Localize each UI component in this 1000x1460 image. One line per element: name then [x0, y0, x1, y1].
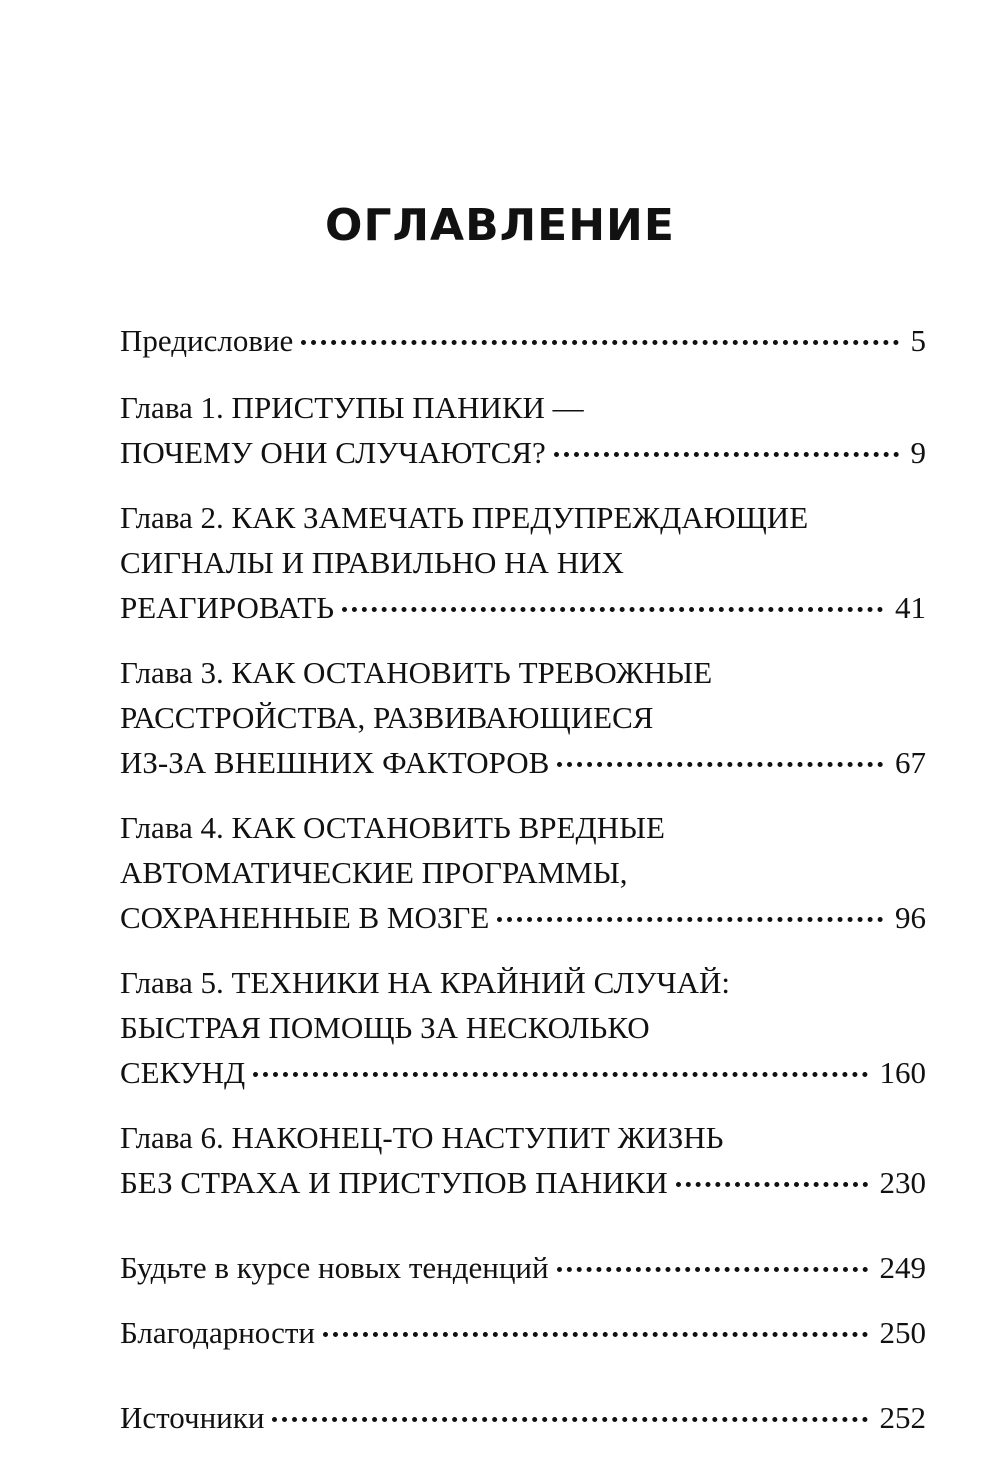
toc-page-number: 9: [910, 435, 926, 470]
toc-page-number: 67: [895, 745, 926, 780]
toc-entry-line: Предисловие: [120, 323, 294, 358]
toc-entry[interactable]: [120, 385, 926, 475]
dot-leader: [676, 1182, 868, 1187]
toc-entry-line: Благодарности: [120, 1315, 315, 1350]
toc-entry-line: Глава 1. ПРИСТУПЫ ПАНИКИ —: [120, 390, 584, 425]
toc-entry[interactable]: [120, 1395, 926, 1440]
toc-page-number: 252: [879, 1400, 926, 1435]
dot-leader: [323, 1332, 868, 1337]
toc-page-number: 160: [879, 1055, 926, 1090]
toc-entry-line: Глава 6. НАКОНЕЦ-ТО НАСТУПИТ ЖИЗНЬ: [120, 1120, 724, 1155]
toc-entry-last-line: [120, 1395, 926, 1440]
toc-entry-line: АВТОМАТИЧЕСКИЕ ПРОГРАММЫ,: [120, 855, 628, 890]
toc-entry[interactable]: [120, 960, 926, 1095]
toc-entry-line: Глава 4. КАК ОСТАНОВИТЬ ВРЕДНЫЕ: [120, 810, 665, 845]
toc-entry-last-line: [120, 1160, 926, 1205]
toc-entry-last-line: [120, 895, 926, 940]
toc-page-number: 41: [895, 590, 926, 625]
dot-leader: [497, 917, 883, 922]
toc-entry[interactable]: [120, 318, 926, 363]
toc-entry-last-line: [120, 1050, 926, 1095]
toc-entry[interactable]: [120, 1310, 926, 1355]
toc-page-number: 230: [879, 1165, 926, 1200]
table-of-contents: [120, 318, 926, 1440]
toc-entry-last-line: [120, 430, 926, 475]
toc-entry[interactable]: [120, 1245, 926, 1290]
toc-entry-last-line: [120, 1245, 926, 1290]
toc-entry-line: БЫСТРАЯ ПОМОЩЬ ЗА НЕСКОЛЬКО: [120, 1010, 650, 1045]
toc-entry-line: СОХРАНЕННЫЕ В МОЗГЕ: [120, 900, 490, 935]
toc-entry[interactable]: [120, 495, 926, 630]
toc-entry-line: Глава 3. КАК ОСТАНОВИТЬ ТРЕВОЖНЫЕ: [120, 655, 713, 690]
dot-leader: [557, 762, 883, 767]
toc-entry-line: ПОЧЕМУ ОНИ СЛУЧАЮТСЯ?: [120, 435, 546, 470]
toc-entry-line: ИЗ-ЗА ВНЕШНИХ ФАКТОРОВ: [120, 745, 550, 780]
toc-page-number: 96: [895, 900, 926, 935]
toc-entry[interactable]: [120, 1115, 926, 1205]
toc-page-number: 249: [879, 1250, 926, 1285]
dot-leader: [253, 1072, 867, 1077]
dot-leader: [342, 607, 883, 612]
toc-entry[interactable]: [120, 805, 926, 940]
toc-entry-last-line: [120, 585, 926, 630]
toc-entry-line: Глава 5. ТЕХНИКИ НА КРАЙНИЙ СЛУЧАЙ:: [120, 965, 730, 1000]
toc-entry-last-line: [120, 318, 926, 363]
toc-entry-line: РЕАГИРОВАТЬ: [120, 590, 335, 625]
dot-leader: [557, 1267, 868, 1272]
dot-leader: [272, 1417, 867, 1422]
dot-leader: [554, 452, 899, 457]
toc-entry-line: СЕКУНД: [120, 1055, 246, 1090]
toc-entry-line: СИГНАЛЫ И ПРАВИЛЬНО НА НИХ: [120, 545, 624, 580]
toc-entry-line: РАССТРОЙСТВА, РАЗВИВАЮЩИЕСЯ: [120, 700, 654, 735]
toc-page-number: 5: [910, 323, 926, 358]
toc-entry-last-line: [120, 740, 926, 785]
toc-entry-line: Глава 2. КАК ЗАМЕЧАТЬ ПРЕДУПРЕЖДАЮЩИЕ: [120, 500, 809, 535]
toc-entry-line: Источники: [120, 1400, 265, 1435]
toc-entry-line: Будьте в курсе новых тенденций: [120, 1250, 549, 1285]
page-title: ОГЛАВЛЕНИЕ: [325, 200, 675, 251]
toc-page-number: 250: [879, 1315, 926, 1350]
toc-entry-line: БЕЗ СТРАХА И ПРИСТУПОВ ПАНИКИ: [120, 1165, 668, 1200]
dot-leader: [301, 340, 898, 345]
toc-entry-last-line: [120, 1310, 926, 1355]
toc-entry[interactable]: [120, 650, 926, 785]
